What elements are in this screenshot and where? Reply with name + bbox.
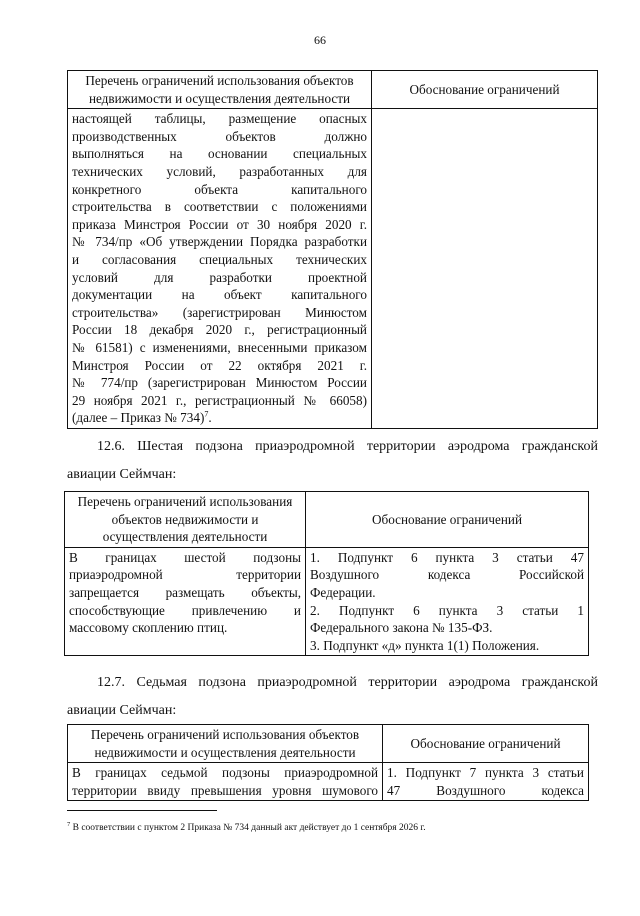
table2-right-line: 3. Подпункт «д» пункта 1(1) Положения. xyxy=(310,637,540,653)
table2-right-line: 1. Подпункт 6 пункта 3 статьи 47 xyxy=(310,549,584,565)
heading-12-7-line2: авиации Сеймчан: xyxy=(67,703,177,718)
section-heading-12-7 xyxy=(67,669,598,725)
table1-line: конкретного объекта капитального xyxy=(72,181,367,197)
table1-line: Минстроя России от 22 октября 2021 г. xyxy=(72,357,367,373)
table1-line: России 18 декабря 2020 г., регистрационный xyxy=(72,322,367,338)
table1-line: строительства в соответствии с положениями xyxy=(72,199,367,215)
table2-left-line: приаэродромной территории xyxy=(69,567,301,583)
heading-12-6-line2: авиации Сеймчан: xyxy=(67,467,177,482)
table2-right-line: Воздушного кодекса Российской xyxy=(310,567,584,583)
table2-header-line: Перечень ограничений использования xyxy=(77,494,293,509)
table3-header-restrictions xyxy=(68,725,383,763)
table2-header-line: объектов недвижимости и xyxy=(111,511,259,527)
table1-line: приказа Минстроя России от 30 ноября 2020 г. xyxy=(72,216,367,232)
table3-right-line: 47 Воздушного кодекса xyxy=(387,782,584,798)
footnote-reference: 7 xyxy=(204,409,209,419)
table3-left-line: В границах седьмой подзоны приаэродромной xyxy=(72,765,378,781)
table2-header-justification: Обоснование ограничений xyxy=(306,492,589,548)
table1-line: настоящей таблицы, размещение опасных xyxy=(72,111,367,127)
table1-line: строительства» (зарегистрирован Минюстом xyxy=(72,304,367,320)
restrictions-table-subzone-6 xyxy=(64,491,589,656)
footnote-text: В соответствии с пунктом 2 Приказа № 734 данный акт действует до 1 сентября 2026 г. xyxy=(72,823,426,833)
section-heading-12-6 xyxy=(67,433,598,489)
footnote xyxy=(67,822,607,834)
table1-header-restrictions: Перечень ограничений использования объектов недвижимости и осуществления деятельности xyxy=(68,71,372,109)
heading-12-6-line1: 12.6. Шестая подзона приаэродромной территории аэродрома гражданской xyxy=(97,439,598,454)
table1-line-last: (далее – Приказ № 734)$^7$. xyxy=(72,409,212,426)
table3-restriction-cell xyxy=(68,763,383,801)
table2-left-line: массовому скоплению птиц. xyxy=(69,620,228,636)
footnote-number: 7 xyxy=(67,820,71,828)
heading-12-7-line1: 12.7. Седьмая подзона приаэродромной территории аэродрома гражданской xyxy=(97,675,598,690)
table1-line: производственных объектов должно xyxy=(72,128,367,144)
table2-right-line: Федерации. xyxy=(310,584,376,600)
table3-header-line: Перечень ограничений использования объектов xyxy=(90,727,360,742)
table2-right-line: 2. Подпункт 6 пункта 3 статьи 1 xyxy=(310,602,584,618)
table1-line: условий для разработки проектной xyxy=(72,269,367,285)
table3-header-line: недвижимости и осуществления деятельности xyxy=(94,744,356,760)
table2-left-line: способствующие привлечению и xyxy=(69,602,301,618)
table1-line: № 774/пр (зарегистрирован Минюстом России xyxy=(72,375,367,391)
page-number: 66 xyxy=(314,33,326,47)
table1-line: 29 ноября 2021 г., регистрационный № 66058) xyxy=(72,392,367,408)
table3-right-line: 1. Подпункт 7 пункта 3 статьи xyxy=(387,765,584,781)
table1-line: № 61581) с изменениями, внесенными приказом xyxy=(72,339,367,355)
table3-justification-cell xyxy=(383,763,589,801)
table2-header-line: осуществления деятельности xyxy=(102,529,268,545)
table2-justification-cell xyxy=(306,547,589,656)
restrictions-table-subzone-7 xyxy=(67,724,589,801)
table1-line: технических условий, разработанных для xyxy=(72,163,367,179)
table1-header-justification: Обоснование ограничений xyxy=(372,71,598,109)
table1-line: выполняться на основании специальных xyxy=(72,146,367,162)
table2-left-line: В границах шестой подзоны xyxy=(69,549,301,565)
table2-left-line: запрещается размещать объекты, xyxy=(69,584,301,600)
table1-justification-cell xyxy=(372,109,598,429)
restrictions-table-continuation xyxy=(67,70,598,429)
table1-line: (далее – Приказ № 734) xyxy=(72,410,205,426)
footnote-separator xyxy=(67,810,217,811)
table2-header-restrictions xyxy=(65,492,306,548)
table1-line: № 734/пр «Об утверждении Порядка разработки xyxy=(72,234,367,250)
table2-right-line: Федерального закона № 135-ФЗ. xyxy=(310,620,493,636)
table3-left-line: территории ввиду превышения уровня шумового xyxy=(72,782,378,798)
table1-restriction-cell xyxy=(68,109,372,429)
table1-line: и согласования специальных технических xyxy=(72,251,367,267)
table1-line: документации на объект капитального xyxy=(72,287,367,303)
table3-header-justification: Обоснование ограничений xyxy=(383,725,589,763)
table2-restriction-cell xyxy=(65,547,306,656)
